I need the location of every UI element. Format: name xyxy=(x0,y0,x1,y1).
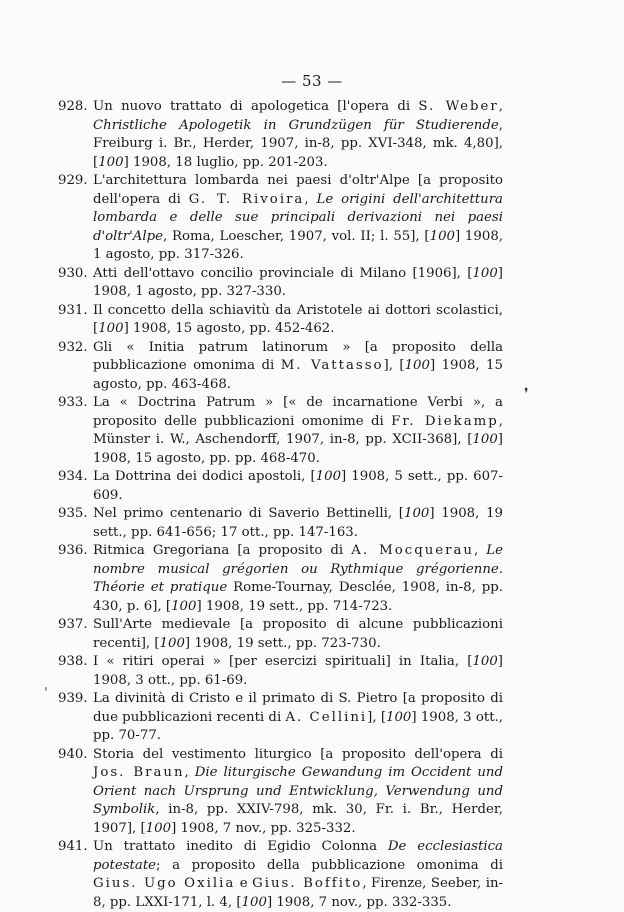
entry-text xyxy=(93,654,503,688)
text-run: Il concetto della schiavitù da Aristotele ai dottori scolastici, [ xyxy=(93,302,503,336)
entry-number: 930. xyxy=(58,265,88,281)
entry-number: 933. xyxy=(58,395,88,410)
text-run: Un trattato inedito di Egidio Colonna xyxy=(93,839,388,854)
text-run: I « ritiri operai » [per esercizi spirituali] in Italia, [ xyxy=(93,654,473,669)
author-name: G. T. Rivoira xyxy=(188,191,305,207)
text-run: ] 1908, 15 agosto, pp. pp. 468-470. xyxy=(93,432,503,466)
italic-text: Le origini dell'architettura lombarda e delle sue principali derivazioni nei paesi d'oltr'Alpe xyxy=(93,191,503,244)
text-run: Rome-Tournay, Desclée, 1908, in-8, pp. 430, p. 6], [ xyxy=(93,580,503,614)
text-run: ] 1908, 19 sett., pp. 714-723. xyxy=(196,598,393,614)
bibliography-entry xyxy=(58,98,503,172)
bibliography-entry xyxy=(58,542,503,616)
italic-text: Le nombre musical grégorien ou Rythmique grégorienne. Théorie et pratique xyxy=(93,543,503,595)
entry-number: 940. xyxy=(58,746,88,762)
italic-text: Christliche Apologetik in Grundzügen für Studierende xyxy=(93,117,499,133)
text-run: Sull'Arte medievale [a proposito di alcune pubblicazioni recenti], [ xyxy=(93,617,503,651)
text-run: La divinità di Cristo e il primato di S. Pietro [a proposito di due pubblicazioni recenti di xyxy=(93,691,503,725)
text-run: , Roma, Loescher, 1907, vol. II; l. 55], [ xyxy=(163,228,430,244)
text-run: La Dottrina dei dodici apostoli, [ xyxy=(93,469,316,484)
text-run: La « Doctrina Patrum » [« de incarnatione Verbi », a proposito delle pubblicazioni omonime di xyxy=(93,395,503,429)
author-name: Fr. Diekamp xyxy=(391,413,499,429)
text-run: Atti dell'ottavo concilio provinciale di Milano [1906], [ xyxy=(93,265,473,281)
text-run: , xyxy=(184,765,195,780)
italic-text: 100 xyxy=(315,469,342,484)
text-run: ] 1908, 7 nov., pp. 332-335. xyxy=(266,894,452,910)
italic-text: De ecclesiastica potestate xyxy=(93,839,503,873)
bibliography-entry xyxy=(58,690,503,746)
page-number: — 53 — xyxy=(281,72,343,90)
bibliography-entry xyxy=(58,394,503,468)
author-name: Jos. Braun xyxy=(93,765,185,780)
italic-text: 100 xyxy=(386,709,412,725)
entry-text xyxy=(93,303,503,337)
ink-mark: ˈ xyxy=(44,686,48,702)
entry-text xyxy=(93,839,503,910)
entry-text xyxy=(93,747,503,836)
italic-text: 100 xyxy=(98,321,124,336)
bibliography-entry xyxy=(58,172,503,265)
text-run: ], [ xyxy=(383,358,405,373)
author-name: A. Mocquerau xyxy=(351,543,474,558)
text-run: ] 1908, 19 sett., pp. 723-730. xyxy=(184,635,381,651)
italic-text: 100 xyxy=(403,506,430,521)
text-run: ; a proposito della pubblicazione omonima di xyxy=(156,857,503,873)
bibliography-entry xyxy=(58,616,503,653)
entry-text xyxy=(93,173,503,262)
italic-text: 100 xyxy=(145,820,172,836)
text-run: , Münster i. W., Aschendorff, 1907, in-8, pp. XCII-368], [ xyxy=(93,413,503,447)
entry-number: 931. xyxy=(58,302,88,318)
ink-mark: ❜ xyxy=(524,386,529,402)
text-run: , in-8, pp. XXIV-798, mk. 30, Fr. i. Br., Herder, 1907], [ xyxy=(93,802,503,836)
entry-text xyxy=(93,340,503,392)
entry-number: 941. xyxy=(58,839,88,854)
italic-text: 100 xyxy=(472,265,498,281)
text-run: ] 1908, 1 agosto, pp. 317-326. xyxy=(93,228,504,262)
text-run: ] 1908, 7 nov., pp. 325-332. xyxy=(171,820,356,836)
author-name: S. Weber xyxy=(418,99,499,114)
entry-text xyxy=(93,617,503,651)
text-run: Gli « Initia patrum latinorum » [a proposito della pubblicazione omonima di xyxy=(93,339,503,373)
entry-number: 937. xyxy=(58,617,88,632)
bibliography-entry xyxy=(58,468,503,505)
text-run: ] 1908, 15 agosto, pp. 463-468. xyxy=(93,358,503,392)
bibliography-list xyxy=(58,98,503,912)
text-run: Storia del vestimento liturgico [a proposito dell'opera di xyxy=(93,746,503,762)
italic-text: 100 xyxy=(241,894,267,910)
entry-number: 928. xyxy=(58,99,88,114)
italic-text: 100 xyxy=(472,654,498,669)
text-run: Nel primo centenario di Saverio Bettinelli, [ xyxy=(93,506,404,521)
author-name: Gius. Ugo Oxilia xyxy=(93,876,236,891)
italic-text: 100 xyxy=(429,228,455,244)
italic-text: 100 xyxy=(472,432,498,447)
entry-text xyxy=(93,506,503,540)
text-run: ] 1908, 5 sett., pp. 607-609. xyxy=(93,469,503,503)
bibliography-entry xyxy=(58,746,503,839)
bibliography-entry xyxy=(58,265,503,302)
text-run: ] 1908, 18 luglio, pp. 201-203. xyxy=(123,154,328,170)
text-run: ] 1908, 3 ott., pp. 61-69. xyxy=(93,654,503,688)
italic-text: Die liturgische Gewandung im Occident und Orient nach Ursprung und Entwicklung, Verwendung und Symbolik xyxy=(93,765,503,817)
entry-number: 938. xyxy=(58,654,88,669)
author-name: A. Cellini xyxy=(285,709,368,725)
text-run: ] 1908, 19 sett., pp. 641-656; 17 ott., pp. 147-163. xyxy=(93,506,503,540)
bibliography-entry xyxy=(58,653,503,690)
text-run: L'architettura lombarda nei paesi d'oltr'Alpe [a proposito dell'opera di xyxy=(93,173,503,207)
italic-text: 100 xyxy=(159,635,185,651)
entry-number: 932. xyxy=(58,339,88,355)
italic-text: 100 xyxy=(404,358,430,373)
text-run: , Firenze, Seeber, in-8, pp. LXXI-171, l. 4, [ xyxy=(93,876,504,910)
entry-number: 936. xyxy=(58,543,88,558)
text-run: , xyxy=(473,543,487,558)
entry-text xyxy=(93,543,503,614)
text-run: Ritmica Gregoriana [a proposito di xyxy=(93,543,352,558)
entry-text xyxy=(93,266,503,300)
italic-text: 100 xyxy=(171,598,197,614)
entry-text xyxy=(93,99,503,170)
entry-text xyxy=(93,691,503,743)
entry-number: 929. xyxy=(58,173,88,188)
text-run: ] 1908, 15 agosto, pp. 452-462. xyxy=(123,321,335,336)
bibliography-entry xyxy=(58,505,503,542)
text-run: e xyxy=(235,876,253,891)
bibliography-entry xyxy=(58,339,503,395)
bibliography-entry xyxy=(58,302,503,339)
text-run: Un nuovo trattato di apologetica [l'opera di xyxy=(93,99,419,114)
text-run: , Freiburg i. Br., Herder, 1907, in-8, pp. XVI-348, mk. 4,80], [ xyxy=(93,117,503,170)
text-run: ] 1908, 1 agosto, pp. 327-330. xyxy=(93,265,503,299)
text-run: , xyxy=(498,99,503,114)
author-name: M. Vattasso xyxy=(280,358,384,373)
text-run: , xyxy=(304,191,317,207)
entry-number: 939. xyxy=(58,691,88,706)
entry-text xyxy=(93,395,503,466)
bibliography-entry xyxy=(58,838,503,912)
text-run: ], [ xyxy=(367,709,387,725)
entry-text xyxy=(93,469,503,503)
author-name: Gius. Boffito xyxy=(252,876,363,891)
text-run: ] 1908, 3 ott., pp. 70-77. xyxy=(93,709,503,743)
entry-number: 935. xyxy=(58,506,88,521)
entry-number: 934. xyxy=(58,469,88,484)
italic-text: 100 xyxy=(98,154,124,170)
